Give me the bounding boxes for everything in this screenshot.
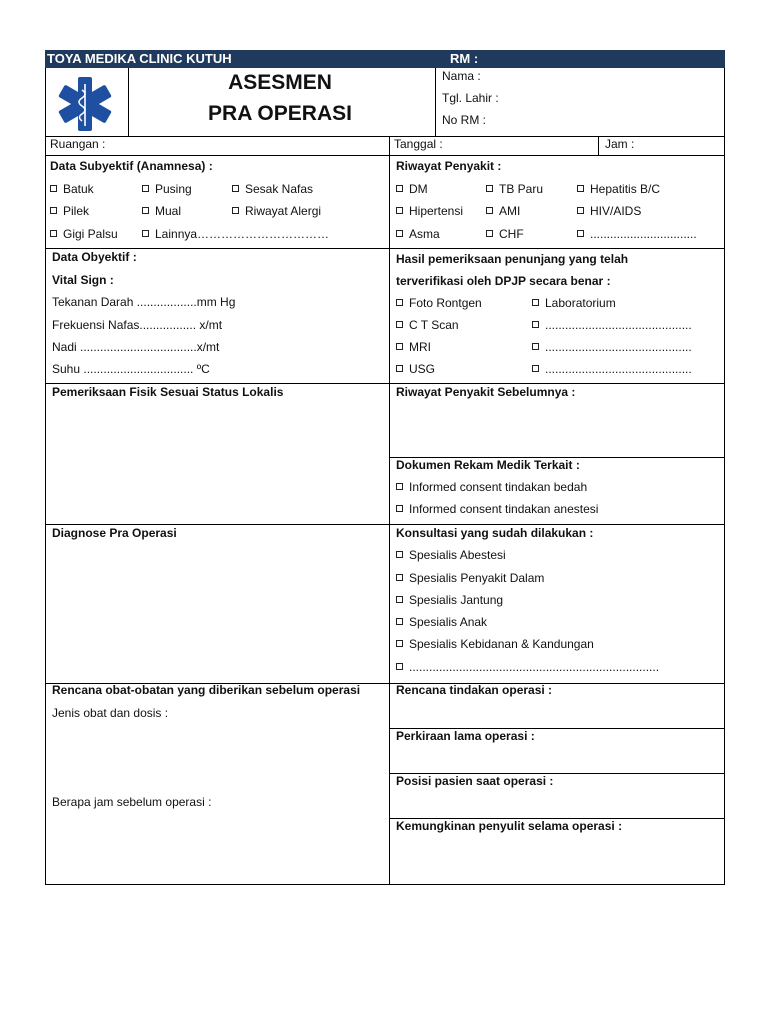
checkbox-spesialis-kebidanan[interactable]: Spesialis Kebidanan & Kandungan bbox=[396, 637, 594, 651]
tgl-lahir-label: Tgl. Lahir : bbox=[442, 91, 499, 105]
checkbox-sesak-nafas[interactable]: Sesak Nafas bbox=[232, 182, 313, 196]
tanggal-label: Tanggal : bbox=[394, 137, 443, 151]
penyulit-title: Kemungkinan penyulit selama operasi : bbox=[396, 819, 623, 833]
checkbox-riwayat-lain[interactable]: ................................ bbox=[577, 227, 697, 241]
checkbox-foto-rontgen[interactable]: Foto Rontgen bbox=[396, 296, 482, 310]
checkbox-konsultasi-lain[interactable]: ........................................................................... bbox=[396, 660, 659, 674]
checkbox-spesialis-jantung[interactable]: Spesialis Jantung bbox=[396, 593, 503, 607]
checkbox-ami[interactable]: AMI bbox=[486, 204, 520, 218]
divider bbox=[45, 524, 725, 525]
penunjang-title-2: terverifikasi oleh DPJP secara benar : bbox=[396, 274, 611, 288]
checkbox-hiv-aids[interactable]: HIV/AIDS bbox=[577, 204, 641, 218]
border-left bbox=[45, 68, 46, 885]
vital-sign-title: Vital Sign : bbox=[52, 273, 114, 287]
checkbox-usg[interactable]: USG bbox=[396, 362, 435, 376]
fisik-title: Pemeriksaan Fisik Sesuai Status Lokalis bbox=[52, 385, 284, 399]
obat-title: Rencana obat-obatan yang diberikan sebelum operasi bbox=[52, 683, 361, 697]
checkbox-mual[interactable]: Mual bbox=[142, 204, 181, 218]
riwayat-sebelum-title: Riwayat Penyakit Sebelumnya : bbox=[396, 385, 576, 399]
clinic-name: TOYA MEDIKA CLINIC KUTUH bbox=[47, 51, 232, 66]
divider bbox=[598, 136, 599, 155]
checkbox-hepatitis[interactable]: Hepatitis B/C bbox=[577, 182, 660, 196]
star-of-life-icon bbox=[52, 76, 118, 137]
rm-label: RM : bbox=[450, 51, 479, 66]
checkbox-spesialis-anak[interactable]: Spesialis Anak bbox=[396, 615, 487, 629]
checkbox-penunjang-lain-3[interactable]: ............................................ bbox=[532, 362, 692, 376]
tindakan-title: Rencana tindakan operasi : bbox=[396, 683, 553, 697]
penunjang-title-1: Hasil pemeriksaan penunjang yang telah bbox=[396, 252, 629, 266]
posisi-title: Posisi pasien saat operasi : bbox=[396, 774, 554, 788]
checkbox-penunjang-lain-2[interactable]: ............................................ bbox=[532, 340, 692, 354]
divider bbox=[128, 68, 129, 136]
no-rm-label: No RM : bbox=[442, 113, 487, 127]
jenis-obat-label: Jenis obat dan dosis : bbox=[52, 706, 169, 720]
checkbox-lainnya[interactable]: Lainnya…………………………… bbox=[142, 227, 329, 241]
riwayat-title: Riwayat Penyakit : bbox=[396, 159, 502, 173]
ruangan-label: Ruangan : bbox=[50, 137, 106, 151]
checkbox-laboratorium[interactable]: Laboratorium bbox=[532, 296, 616, 310]
checkbox-spesialis-abestesi[interactable]: Spesialis Abestesi bbox=[396, 548, 506, 562]
divider bbox=[45, 248, 725, 249]
checkbox-penunjang-lain-1[interactable]: ............................................ bbox=[532, 318, 692, 332]
checkbox-riwayat-alergi[interactable]: Riwayat Alergi bbox=[232, 204, 321, 218]
form-title-line2: PRA OPERASI bbox=[208, 102, 352, 125]
checkbox-spesialis-penyakit-dalam[interactable]: Spesialis Penyakit Dalam bbox=[396, 571, 544, 585]
divider bbox=[45, 383, 725, 384]
checkbox-hipertensi[interactable]: Hipertensi bbox=[396, 204, 463, 218]
divider bbox=[45, 155, 725, 156]
checkbox-mri[interactable]: MRI bbox=[396, 340, 431, 354]
header-bar bbox=[45, 50, 725, 68]
frekuensi-nafas-field[interactable]: Frekuensi Nafas................. x/mt bbox=[52, 318, 223, 332]
checkbox-tb-paru[interactable]: TB Paru bbox=[486, 182, 543, 196]
suhu-field[interactable]: Suhu ................................. ºC bbox=[52, 362, 210, 376]
checkbox-pusing[interactable]: Pusing bbox=[142, 182, 192, 196]
checkbox-gigi-palsu[interactable]: Gigi Palsu bbox=[50, 227, 118, 241]
jam-label: Jam : bbox=[605, 137, 635, 151]
checkbox-pilek[interactable]: Pilek bbox=[50, 204, 89, 218]
jam-sebelum-operasi-label: Berapa jam sebelum operasi : bbox=[52, 795, 212, 809]
border-bottom bbox=[45, 884, 725, 885]
subjektif-title: Data Subyektif (Anamnesa) : bbox=[50, 159, 213, 173]
nama-label: Nama : bbox=[442, 69, 481, 83]
konsultasi-title: Konsultasi yang sudah dilakukan : bbox=[396, 526, 594, 540]
border-right bbox=[724, 68, 725, 885]
objektif-title: Data Obyektif : bbox=[52, 250, 137, 264]
diagnose-title: Diagnose Pra Operasi bbox=[52, 526, 177, 540]
checkbox-dm[interactable]: DM bbox=[396, 182, 428, 196]
checkbox-ct-scan[interactable]: C T Scan bbox=[396, 318, 459, 332]
tekanan-darah-field[interactable]: Tekanan Darah ..................mm Hg bbox=[52, 295, 236, 309]
nadi-field[interactable]: Nadi ...................................x/mt bbox=[52, 340, 220, 354]
form-title-line1: ASESMEN bbox=[228, 71, 332, 94]
checkbox-consent-bedah[interactable]: Informed consent tindakan bedah bbox=[396, 480, 587, 494]
divider bbox=[435, 68, 436, 136]
checkbox-asma[interactable]: Asma bbox=[396, 227, 440, 241]
dokumen-title: Dokumen Rekam Medik Terkait : bbox=[396, 458, 580, 472]
checkbox-batuk[interactable]: Batuk bbox=[50, 182, 94, 196]
checkbox-chf[interactable]: CHF bbox=[486, 227, 524, 241]
lama-operasi-title: Perkiraan lama operasi : bbox=[396, 729, 535, 743]
checkbox-consent-anestesi[interactable]: Informed consent tindakan anestesi bbox=[396, 502, 598, 516]
